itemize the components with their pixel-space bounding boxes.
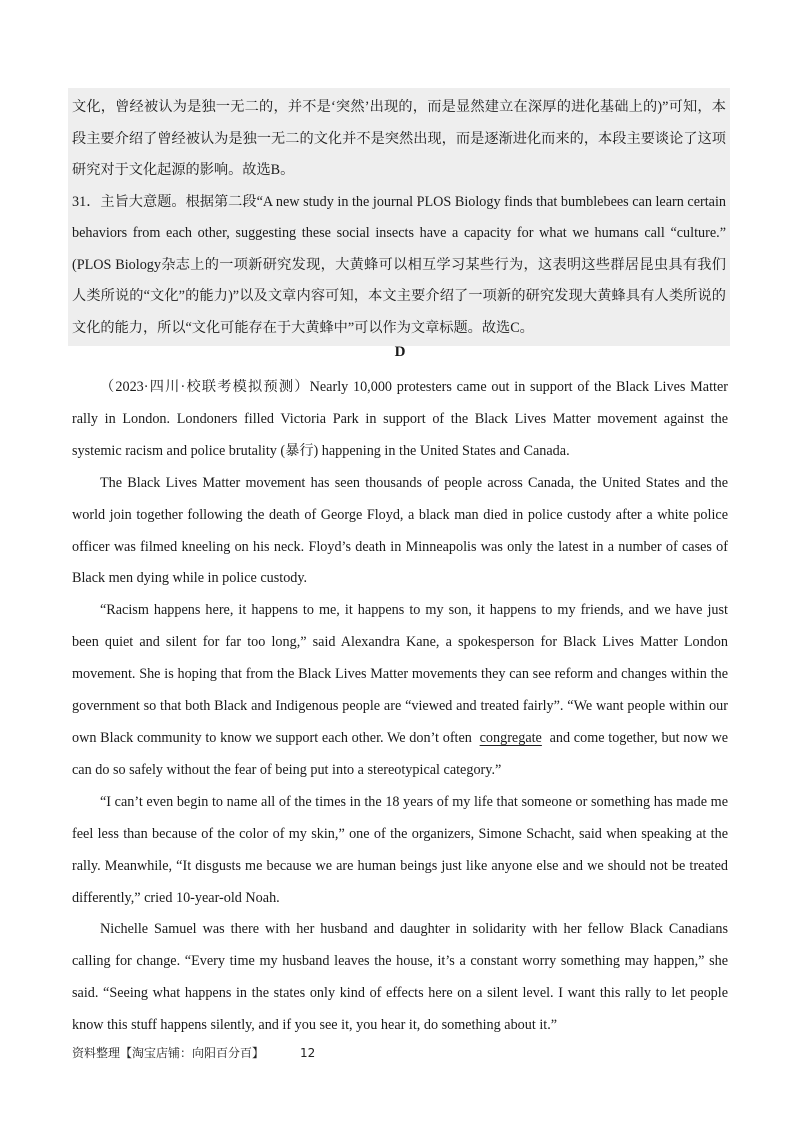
page-number: 12 — [300, 1046, 316, 1060]
reading-passage — [72, 372, 728, 1042]
passage-paragraph-5: Nichelle Samuel was there with her husband and daughter in solidarity with her fellow Black Canadians calling for change. “Every time my husband leaves the house, it’s a constant worry something may happen,” she said. “Seeing what happens in the states only kind of effects here on a silent level. I want this rally to let people know this stuff happens silently, and if you see it, you hear it, do something about it.” — [72, 921, 728, 1034]
section-title: D — [394, 344, 406, 360]
answer-paragraph-31: 31．主旨大意题。根据第二段“A new study in the journal PLOS Biology finds that bumblebees can learn certain behaviors from each other, suggesting these social insects have a capacity for what we humans call “culture.” (PLOS Biology杂志上的一项新研究发现，大黄蜂可以相互学习某些行为，这表明这些群居昆虫具有我们人类所说的“文化”的能力)”以及文章内容可知，本文主要介绍了一项新的研究发现大黄蜂具有人类所说的文化的能力，所以“文化可能存在于大黄蜂中”可以作为文章标题。故选C。 — [72, 193, 726, 336]
passage-paragraph-2: The Black Lives Matter movement has seen thousands of people across Canada, the United States and the world join together following the death of George Floyd, a black man died in police custody after a white police officer was filmed kneeling on his neck. Floyd’s death in Minneapolis was only the latest in a number of cases of Black men dying while in police custody. — [72, 474, 728, 587]
page-footer — [72, 1044, 315, 1061]
answer-explanation-block — [68, 88, 730, 346]
passage-paragraph-3-text-b: and come together, but now we can do so safely without the fear of being put into a stereotypical category.” — [72, 729, 729, 778]
passage-paragraph-3-text-a: “Racism happens here, it happens to me, it happens to my son, it happens to my friends, and we have just been quiet and silent for far too long,” said Alexandra Kane, a spokesperson for Black Lives Matter London movement. She is hoping that from the Black Lives Matter movements they can see reform and changes within the government so that both Black and Indigenous people are “viewed and treated fairly”. “We want people within our own Black community to know we support each other. We don’t often — [72, 602, 728, 746]
answer-paragraph-30: 文化，曾经被认为是独一无二的，并不是‘突然’出现的，而是显然建立在深厚的进化基础上的)”可知，本段主要介绍了曾经被认为是独一无二的文化并不是突然出现，而是逐渐进化而来的，本段主要谈论了这项研究对于文化起源的影响。故选B。 — [72, 99, 726, 178]
passage-paragraph-4: “I can’t even begin to name all of the times in the 18 years of my life that someone or something has made me feel less than because of the color of my skin,” one of the organizers, Simone Schacht, said when speaking at the rally. Meanwhile, “It disgusts me because we are human beings just like anyone else and we should not be treated differently,” cried 10-year-old Noah. — [72, 793, 728, 906]
underlined-word: congregate — [479, 729, 542, 746]
passage-paragraph-1: （2023·四川·校联考模拟预测）Nearly 10,000 protesters came out in support of the Black Lives Matter rally in London. Londoners filled Victoria Park in support of the Black Lives Matter movement against the systemic racism and police brutality (暴行) happening in the United States and Canada. — [72, 379, 728, 459]
footer-source: 资料整理【淘宝店铺：向阳百分百】 — [72, 1046, 265, 1060]
passage-paragraph-3 — [72, 595, 728, 786]
